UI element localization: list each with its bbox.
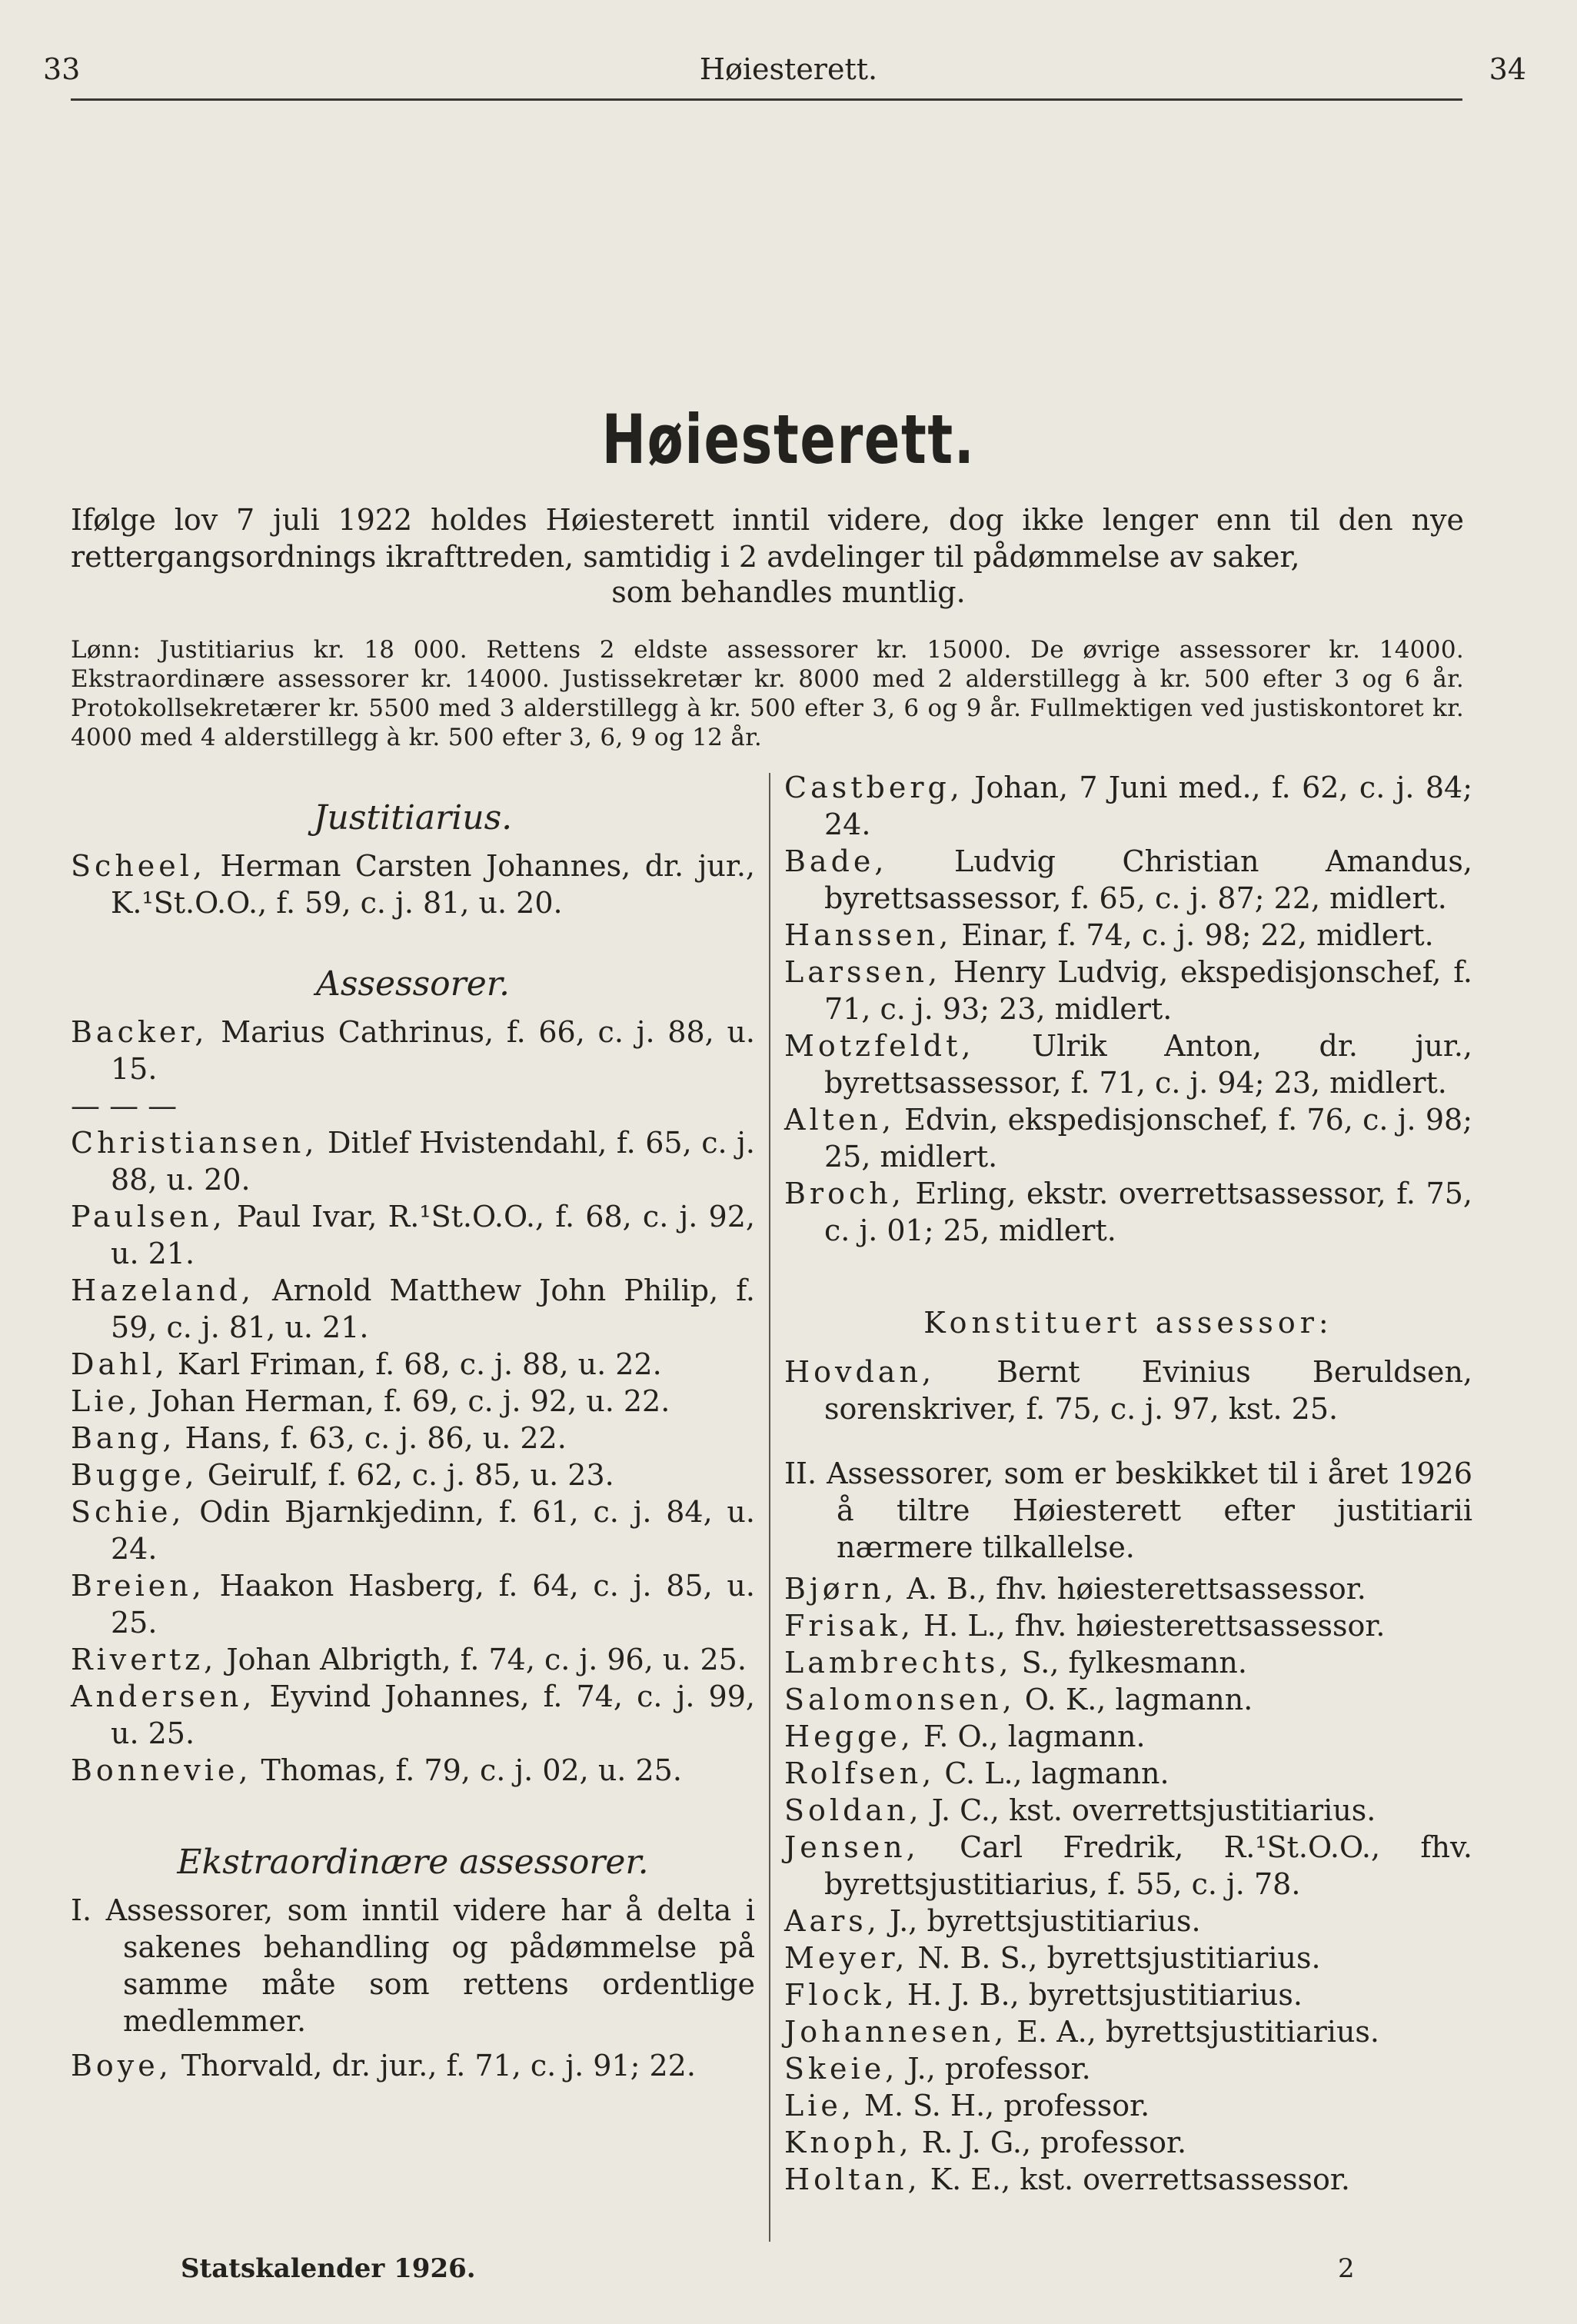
person-surname: Lambrechts,: [784, 1646, 1013, 1680]
person-surname: Aars,: [784, 1904, 880, 1938]
person-entry: [784, 1353, 1472, 1427]
page-number-left: 33: [43, 52, 81, 86]
person-details: K. E., kst. overrettsassessor.: [920, 2163, 1351, 2196]
person-entry: [784, 1175, 1472, 1249]
person-details: Henry Ludvig, ekspedisjonschef, f. 71, c. j. 93; 23, midlert.: [824, 955, 1472, 1026]
person-details: Edvin, ekspedisjonschef, f. 76, c. j. 98; 25, midlert.: [824, 1103, 1472, 1174]
person-details: Ditlef Hvistendahl, f. 65, c. j. 88, u. 20.: [111, 1126, 755, 1197]
header-rule: [71, 98, 1462, 101]
person-details: Johan, 7 Juni med., f. 62, c. j. 84; 24.: [824, 771, 1472, 841]
person-surname: Paulsen,: [71, 1200, 226, 1234]
person-details: Einar, f. 74, c. j. 98; 22, midlert.: [952, 918, 1434, 952]
person-details: S., fylkesmann.: [1012, 1646, 1247, 1680]
person-surname: Bjørn,: [784, 1572, 898, 1606]
person-entry: [71, 2047, 755, 2084]
person-details: Marius Cathrinus, f. 66, c. j. 88, u. 15.: [111, 1015, 755, 1086]
separator-dashes: — — —: [71, 1089, 178, 1123]
person-entry: [784, 2013, 1472, 2050]
person-entry: [784, 2050, 1472, 2087]
person-details: Paul Ivar, R.¹St.O.O., f. 68, c. j. 92, u. 21.: [111, 1200, 755, 1270]
person-entry: [71, 1014, 755, 1087]
person-entry: [784, 769, 1472, 843]
person-details: Hans, f. 63, c. j. 86, u. 22.: [175, 1421, 567, 1455]
person-surname: Bang,: [71, 1421, 176, 1455]
person-entry: [784, 1976, 1472, 2013]
person-entry: [71, 1198, 755, 1272]
person-surname: Hanssen,: [784, 918, 953, 952]
person-entry: [784, 843, 1472, 917]
person-entry: [71, 1678, 755, 1752]
assessorer-list-a: [71, 1014, 755, 1087]
person-details: H. L., fhv. høiesterettsassessor.: [913, 1609, 1386, 1643]
group-two-description: II. Assessorer, som er beskikket til i året 1926 å tiltre Høiesterett efter justitiarii nærmere tilkallelse.: [784, 1457, 1472, 1564]
person-entry: [784, 917, 1472, 954]
assessorer-list-c: [784, 769, 1472, 1249]
person-entry: [784, 1792, 1472, 1829]
person-entry: [784, 1607, 1472, 1644]
person-surname: Schie,: [71, 1495, 185, 1529]
person-entry: [784, 1101, 1472, 1175]
person-entry: [71, 1457, 755, 1493]
person-surname: Dahl,: [71, 1347, 168, 1381]
person-entry: [71, 847, 755, 921]
person-entry: [784, 1718, 1472, 1755]
person-details: Thorvald, dr. jur., f. 71, c. j. 91; 22.: [171, 2049, 696, 2083]
person-details: Odin Bjarnkjedinn, f. 61, c. j. 84, u. 24.: [111, 1495, 755, 1566]
person-details: R. J. G., professor.: [912, 2126, 1187, 2159]
right-column: [784, 769, 1472, 2198]
person-details: Carl Fredrik, R.¹St.O.O., fhv. byrettsjustitiarius, f. 55, c. j. 78.: [824, 1830, 1472, 1901]
person-surname: Hazeland,: [71, 1274, 255, 1307]
footer-source: Statskalender 1926.: [181, 2253, 476, 2284]
running-header: Høiesterett.: [699, 52, 878, 86]
person-surname: Scheel,: [71, 849, 206, 883]
person-surname: Flock,: [784, 1978, 898, 2012]
person-surname: Castberg,: [784, 771, 963, 804]
person-details: J. C., kst. overrettsjustitiarius.: [922, 1793, 1376, 1827]
person-details: F. O., lagmann.: [913, 1720, 1146, 1753]
person-details: H. J. B., byrettsjustitiarius.: [897, 1978, 1303, 2012]
person-surname: Lie,: [71, 1384, 141, 1418]
person-surname: Boye,: [71, 2049, 172, 2083]
person-entry: [784, 1829, 1472, 1903]
group-one-description: I. Assessorer, som inntil videre har å delta i sakenes behandling og pådømmelse på samme måte som rettens ordentlige medlemmer.: [71, 1893, 755, 2038]
person-details: A. B., fhv. høiesterettsassessor.: [897, 1572, 1366, 1606]
person-surname: Knoph,: [784, 2126, 913, 2159]
person-surname: Salomonsen,: [784, 1683, 1016, 1716]
person-entry: [784, 1681, 1472, 1718]
person-surname: Johannesen,: [784, 2015, 1008, 2049]
person-details: Eyvind Johannes, f. 74, c. j. 99, u. 25.: [111, 1680, 755, 1750]
person-details: C. L., lagmann.: [935, 1756, 1169, 1790]
person-details: Ulrik Anton, dr. jur., byrettsassessor, f. 71, c. j. 94; 23, midlert.: [824, 1029, 1472, 1100]
page-title: Høiesterett.: [601, 400, 976, 479]
person-details: J., byrettsjustitiarius.: [880, 1904, 1201, 1938]
person-details: Ludvig Christian Amandus, byrettsassessor, f. 65, c. j. 87; 22, midlert.: [824, 844, 1472, 915]
ekstra-heading: Ekstraordinære assessorer.: [177, 1843, 649, 1882]
person-surname: Soldan,: [784, 1793, 923, 1827]
salary-paragraph: Lønn: Justitiarius kr. 18 000. Rettens 2 eldste assessorer kr. 15000. De øvrige assessorer kr. 14000. Ekstraordinære assessorer kr. 14000. Justissekretær kr. 8000 med 2 alderstillegg à kr. 500 efter 3 og 6 år. Protokollsekretærer kr. 5500 med 3 alderstillegg à kr. 500 efter 3, 6 og 9 år. Fullmektigen ved justiskontoret kr. 4000 med 4 alderstillegg à kr. 500 efter 3, 6, 9 og 12 år.: [71, 636, 1464, 751]
person-entry: [71, 1420, 755, 1457]
person-surname: Christiansen,: [71, 1126, 318, 1160]
person-entry: [71, 1641, 755, 1678]
person-entry: [784, 2124, 1472, 2161]
person-entry: [71, 1124, 755, 1198]
person-surname: Motzfeldt,: [784, 1029, 975, 1063]
person-details: Herman Carsten Johannes, dr. jur., K.¹St.O.O., f. 59, c. j. 81, u. 20.: [111, 849, 755, 920]
person-details: Arnold Matthew John Philip, f. 59, c. j. 81, u. 21.: [111, 1274, 755, 1344]
person-details: Karl Friman, f. 68, c. j. 88, u. 22.: [168, 1347, 662, 1381]
person-entry: [784, 1027, 1472, 1101]
person-details: Erling, ekstr. overrettsassessor, f. 75, c. j. 01; 25, midlert.: [824, 1177, 1472, 1247]
intro-last-line: som behandles muntlig.: [611, 575, 966, 609]
person-details: E. A., byrettsjustitiarius.: [1007, 2015, 1379, 2049]
konstituert-list: [784, 1353, 1472, 1427]
person-surname: Frisak,: [784, 1609, 914, 1643]
person-surname: Breien,: [71, 1569, 205, 1603]
person-entry: [71, 1383, 755, 1420]
person-details: Johan Albrigth, f. 74, c. j. 96, u. 25.: [217, 1643, 747, 1676]
person-details: Geirulf, f. 62, c. j. 85, u. 23.: [198, 1458, 614, 1492]
group-two-list: [784, 1570, 1472, 2198]
person-surname: Hegge,: [784, 1720, 914, 1753]
person-surname: Rolfsen,: [784, 1756, 936, 1790]
person-details: N. B. S., byrettsjustitiarius.: [908, 1941, 1321, 1975]
intro-paragraph: Ifølge lov 7 juli 1922 holdes Høiesterett inntil videre, dog ikke lenger enn til den nye rettergangsordnings ikrafttreden, samtidig i 2 avdelinger til pådømmelse av saker,: [71, 503, 1464, 574]
person-entry: [71, 1752, 755, 1789]
person-surname: Lie,: [784, 2089, 855, 2123]
person-entry: [71, 1346, 755, 1383]
footer-signature: 2: [1338, 2253, 1355, 2284]
person-details: O. K., lagmann.: [1015, 1683, 1253, 1716]
person-details: J., professor.: [898, 2052, 1091, 2086]
person-entry: [71, 1493, 755, 1567]
person-entry: [784, 1939, 1472, 1976]
person-details: Johan Herman, f. 69, c. j. 92, u. 22.: [141, 1384, 670, 1418]
person-surname: Bugge,: [71, 1458, 198, 1492]
person-surname: Alten,: [784, 1103, 895, 1137]
page-number-right: 34: [1489, 52, 1526, 86]
person-surname: Backer,: [71, 1015, 208, 1049]
column-divider: [769, 773, 770, 2242]
person-surname: Larssen,: [784, 955, 942, 989]
person-surname: Broch,: [784, 1177, 905, 1210]
person-entry: [784, 1570, 1472, 1607]
assessorer-heading: Assessorer.: [316, 964, 510, 1004]
assessorer-list-b: [71, 1124, 755, 1789]
justitiarius-heading: Justitiarius.: [313, 798, 513, 837]
person-details: Bernt Evinius Beruldsen, sorenskriver, f. 75, c. j. 97, kst. 25.: [824, 1355, 1472, 1426]
person-entry: [784, 2161, 1472, 2198]
person-entry: [784, 954, 1472, 1027]
person-surname: Skeie,: [784, 2052, 899, 2086]
person-entry: [784, 1644, 1472, 1681]
person-surname: Jensen,: [784, 1830, 920, 1864]
person-details: Haakon Hasberg, f. 64, c. j. 85, u. 25.: [111, 1569, 755, 1640]
person-details: Thomas, f. 79, c. j. 02, u. 25.: [251, 1753, 682, 1787]
person-entry: [784, 1755, 1472, 1792]
person-surname: Meyer,: [784, 1941, 909, 1975]
justitiarius-list: [71, 847, 755, 921]
person-surname: Hovdan,: [784, 1355, 936, 1389]
left-column: [71, 800, 755, 2084]
person-surname: Bonnevie,: [71, 1753, 252, 1787]
konstituert-heading: Konstituert assessor:: [923, 1306, 1333, 1340]
person-entry: [71, 1272, 755, 1346]
person-surname: Rivertz,: [71, 1643, 218, 1676]
person-surname: Holtan,: [784, 2163, 921, 2196]
group-one-list: [71, 2047, 755, 2084]
person-surname: Andersen,: [71, 1680, 256, 1713]
person-details: M. S. H., professor.: [854, 2089, 1150, 2123]
person-entry: [784, 1903, 1472, 1939]
person-entry: [71, 1567, 755, 1641]
person-entry: [784, 2087, 1472, 2124]
person-surname: Bade,: [784, 844, 888, 878]
